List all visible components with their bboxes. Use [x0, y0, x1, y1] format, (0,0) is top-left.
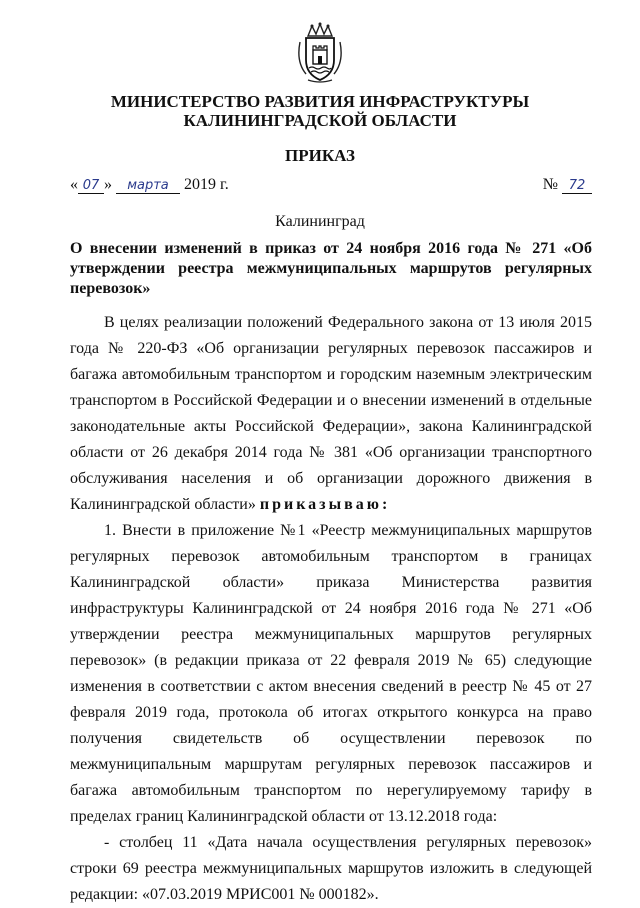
date-year: 2019 г.	[184, 176, 229, 193]
order-body	[70, 310, 592, 908]
document-type: ПРИКАЗ	[285, 146, 355, 165]
coat-of-arms-icon	[296, 22, 344, 84]
handwritten-number: 72	[562, 178, 592, 194]
handwritten-day: 07	[78, 178, 104, 194]
preamble-text: В целях реализации положений Федерального закона от 13 июля 2015 года № 220-ФЗ «Об организации регулярных перевозок пассажиров и багажа автомобильным транспортом и городским наземным электрическим транспортом в Российской Федерации и о внесении изменений в отдельные законодательные акты Российской Федерации», закона Калининградской области от 26 декабря 2014 года № 381 «Об организации транспортного обслуживания населения и об организации дорожного движения в Калининградской области»	[70, 314, 592, 513]
preamble-paragraph	[70, 310, 592, 518]
ministry-name	[0, 92, 640, 130]
city-name: Калининград	[275, 213, 365, 230]
bullet-1-paragraph: - столбец 11 «Дата начала осуществления регулярных перевозок» строки 69 реестра межмуниципальных маршрутов изложить в следующей редакции: «07.03.2019 МРИС001 № 000182».	[70, 834, 592, 903]
date-number-row	[70, 176, 592, 194]
ministry-line-1: МИНИСТЕРСТВО РАЗВИТИЯ ИНФРАСТРУКТУРЫ	[110, 92, 530, 111]
date-close-quote: »	[104, 176, 112, 193]
order-word: приказываю:	[259, 496, 391, 513]
order-number	[543, 176, 592, 194]
order-date	[70, 176, 229, 194]
handwritten-month: марта	[116, 178, 180, 194]
ministry-line-2: КАЛИНИНГРАДСКОЙ ОБЛАСТИ	[183, 111, 457, 130]
date-open-quote: «	[70, 176, 78, 193]
number-prefix: №	[542, 176, 558, 193]
order-subject: О внесении изменений в приказ от 24 ноября 2016 года № 271 «Об утверждении реестра межмуниципальных маршрутов регулярных перевозок»	[70, 240, 592, 297]
item-1-paragraph: 1. Внести в приложение №1 «Реестр межмуниципальных маршрутов регулярных перевозок автомобильным транспортом в границах Калининградской области» приказа Министерства развития инфраструктуры Калининградской от 24 ноября 2016 года № 271 «Об утверждении реестра межмуниципальных маршрутов регулярных перевозок» (в редакции приказа от 22 февраля 2019 № 65) следующие изменения в соответствии с актом внесения сведений в реестр № 45 от 27 февраля 2019 года, протокола об итогах открытого конкурса на право получения свидетельств об осуществлении перевозок по межмуниципальным маршрутам регулярных перевозок пассажиров и багажа автомобильным транспортом по нерегулируемому тарифу в пределах границ Калининградской области от 13.12.2018 года:	[70, 522, 592, 825]
